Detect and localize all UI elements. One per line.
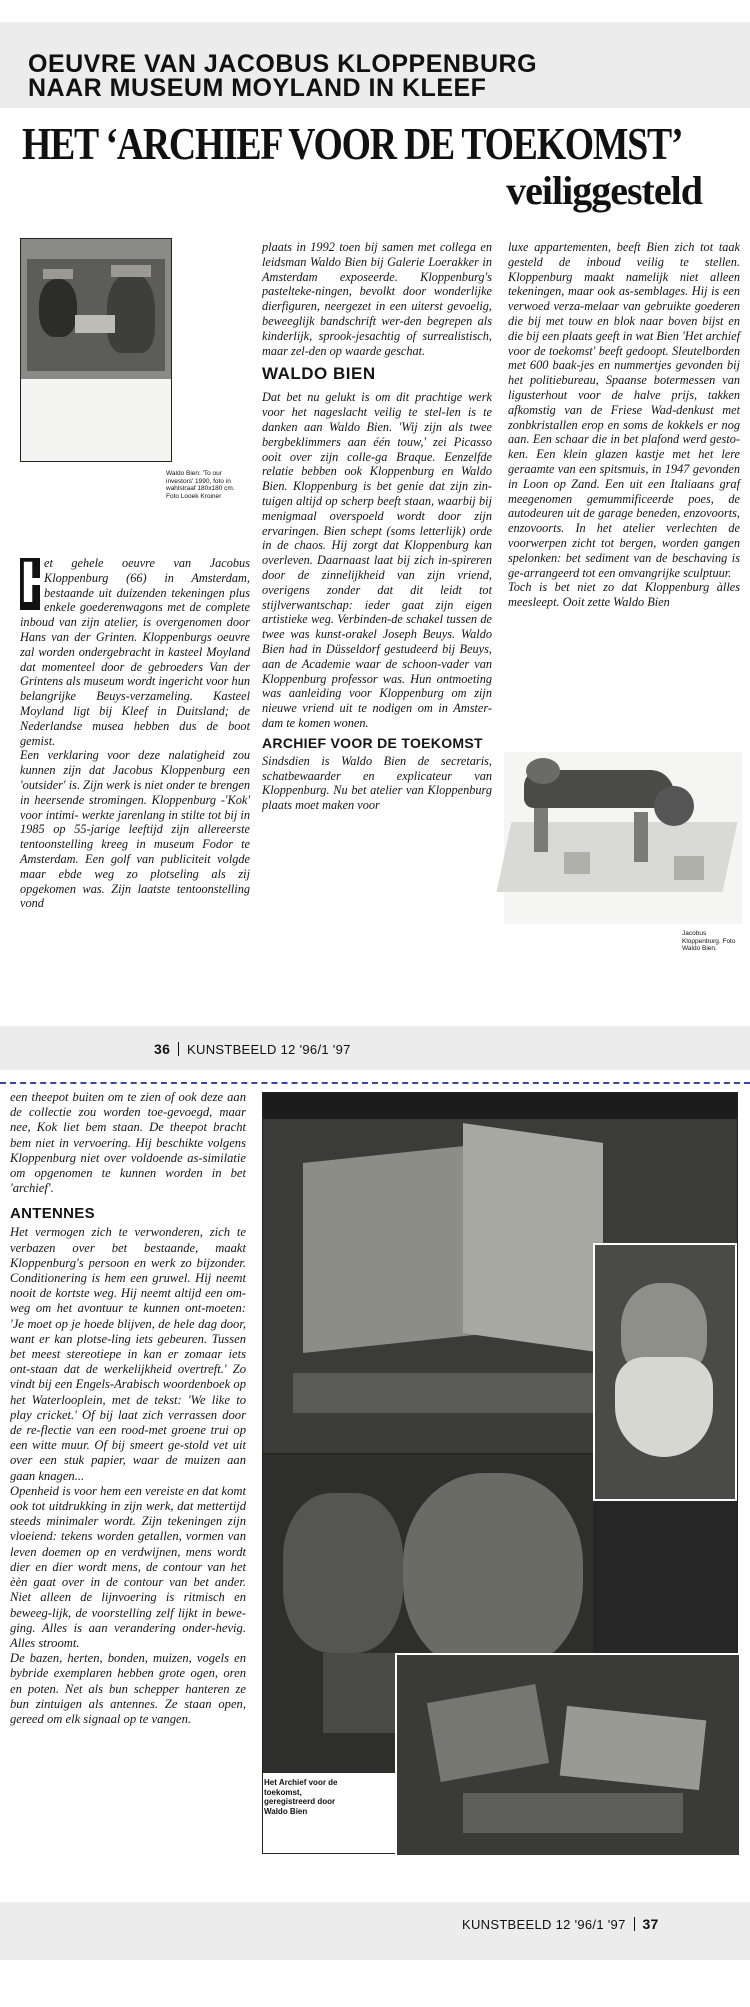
atelier-caption: Het Archief voor de toekomst, geregistreerd door Waldo Bien — [264, 1778, 338, 1816]
reclining-figure-caption: Jacobus Kloppenburg. Foto Waldo Bien. — [682, 930, 736, 952]
top-folio-band — [0, 1026, 750, 1070]
kicker-line-2: NAAR MUSEUM MOYLAND IN KLEEF — [28, 74, 487, 102]
bottom-paragraph-3: Openheid is voor hem een vereiste en dat komt ook tot uitdrukking in zijn werk, dat mettertijd steeds minimaler wordt. Zijn tekeningen zijn vloeiend: tekens worden getallen, vormen van leven doemen op en verdwijnen, mens wordt dier en dier wordt mens, de contour van het èèn gaat over in de contour van bet ander. Niet alleen de lijnvoering is ritmisch en beweeg-lijk, de voorstelling zelf lijkt in bewe-ging. Alles is aan verandering onder-hevig. Alles stroomt. — [10, 1483, 246, 1650]
col3-paragraph-1: luxe appartementen, beeft Bien zich tot taak gesteld de inboud veilig te stellen. Kloppenburg maakt namelijk niet alleen tekeningen, maar ook as-semblages. Hij is een verwoed verza-melaar van gebruikte goederen die bij met touw en blok naar boven bijst en die bij een plaats geeft in wat Bien 'Het archief voor de toekomst' beeft gedoopt. Sleutelborden met 600 baak-jes en nummertjes gevonden bij het politiebureau, Spaanse botermessen van ligusterhout voor de halve prijs, takken afkomstig van de Friese Wad-denkust met zonbkristallen erop en soms de kokkels er nog aan. Een schaar die in bet plafond werd gesto-ken. Een klein glazen kastje met het lere geraamte van een spitsmuis, in 1947 gevonden in Loon op Zand. Een uit een Italiaans graf meegenomen gemummificeerde poes, de autodeuren uit de garage beneden, enzovoorts, enzovoorts. In het atelier verlechten de voorwerpen zicht tot bergen, worden gangen spelonken: bet sediment van de beschaving is ge-arrangeerd tot een omvangrijke sculptuur. — [508, 240, 740, 580]
heading-archief: ARCHIEF VOOR DE TOEKOMST — [262, 734, 483, 751]
top-column-1 — [20, 550, 250, 911]
bottom-folio-text: KUNSTBEELD 12 '96/1 '97 — [462, 1917, 626, 1932]
bottom-folio — [462, 1916, 659, 1932]
col2-paragraph-3: Sindsdien is Waldo Bien de secretaris, schatbewaarder en explicateur van Kloppenburg. Nu bet atelier van Kloppenburg plaats moet maken voor — [262, 753, 492, 813]
atelier-collage-photo — [262, 1092, 738, 1854]
top-column-3 — [508, 240, 740, 610]
top-page-number: 36 — [154, 1041, 171, 1057]
reclining-figure-photo — [504, 752, 742, 924]
bottom-column-1 — [10, 1090, 246, 1727]
col1-paragraph-2: Een verklaring voor deze nalatigheid zou kunnen zijn dat Jacobus Kloppenburg een 'outsider' is. Zijn werk is niet onder te brengen in heersende stromingen. Kloppenburg -'Kok' voor intimi- werkte jarenlang in stilte tot bij in 1985 op 55-jarige leeftijd zijn allereerste tentoonstelling kreeg in museum Fodor te Amsterdam. Een golf van publiciteit volgde maar ebde weg zo plotseling als zij opgekomen was. Zijn laatste tentoonstelling vond — [20, 748, 250, 911]
heading-waldo-bien: WALDO BIEN — [262, 364, 376, 384]
top-column-2 — [262, 240, 492, 813]
portrait-photo — [20, 238, 172, 462]
kicker — [28, 52, 728, 100]
dropcap: H — [20, 550, 62, 615]
heading-antennes: ANTENNES — [10, 1205, 95, 1223]
kicker-line-1: OEUVRE VAN JACOBUS KLOPPENBURG — [28, 50, 538, 78]
top-folio — [154, 1041, 351, 1057]
page-divider — [0, 1082, 750, 1084]
portrait-caption: Waldo Bien: 'To our investors' 1990, foto in wahlstraaf 180x180 cm. Foto Looek Kroiner — [166, 470, 235, 500]
col2-paragraph-1: plaats in 1992 toen bij samen met collega en leidsman Waldo Bien bij Galerie Loerakker in Amsterdam exposeerde. Kloppenburg's pastelteke-ningen, bevolkt door wonderlijke dierfiguren, neergezet in een uiterst gevoelig, beweeglijk bandschrift wer-den begrepen als kinderlijk, sprook-jesachtig of surrealistisch, maar zel-den op waarde geschat. — [262, 240, 492, 358]
bottom-page-number: 37 — [642, 1916, 659, 1932]
col2-paragraph-2: Dat bet nu gelukt is om dit prachtige werk voor het nageslacht veilig te stel-len is te danken aan Waldo Bien. 'Wij zijn als twee bergbeklimmers aan één touw,' zei Picasso ooit over zijn colle-ga Braque. Eenzelfde relatie bebben ook Kloppenburg en Waldo Bien. Kloppenburg is bet genie dat zijn zin-tuigen altijd op scherp beeft staan, waarbij bij menigmaal overspoeld wordt door zijn ervaringen. Bien schept (soms letterlijk) orde in de chaos. Hij zorgt dat Kloppenburg kan overleven. Daarnaast laat bij zich in-spireren door de zinnelijkheid van zijn vriend, overigens zonder dat dit leidt tot stijlverwantschap: ieder gaat zijn eigen artistieke weg. Verbinden-de schakel tussen de twee was kunst-orakel Joseph Beuys. Waldo Bien had in Düsseldorf gestudeerd bij Beuys, aan de Academie waar de schoon-vader van Kloppenburg professor was. Hun ontmoeting was aanleiding voor Kloppenburg om zijn nieuwe vriend uit te nodigen om in Amster-dam te komen wonen. — [262, 390, 492, 730]
bottom-paragraph-2: Het vermogen zich te verwonderen, zich te verbazen over bet bestaande, maakt Kloppenburg's persoon en werk zo bijzonder. Conditionering is hem een gruwel. Hij neemt nooit de kortste weg. Hij neemt altijd een om-weg om het avontuur te kunnen ont-moeten: 'Je moet op je hoede blijven, de hele dag door, want er kan plotse-ling iets gebeuren. Tussen bet meest stereotiepe in kan er zomaar iets ont-staan dat de werkelijkheid overtreft.' Zo vindt bij een Engels-Arabisch woordenboek op het Waterlooplein, met de tekst: 'We like to play cricket.' Of bij laat zich verrassen door de re-flectie van een rood-met groene trui op een witte muur. Of bij smeert ge-stold vet uit over een stuk papier, waar de muizen aan gaan knagen... — [10, 1225, 246, 1483]
subheadline: veiliggesteld — [506, 168, 702, 213]
headline: HET ‘ARCHIEF VOOR DE TOEKOMST’ — [22, 118, 683, 169]
bottom-paragraph-1: een theepot buiten om te zien of ook deze aan de collectie zou worden toe-gevoegd, maar nee, Kok liet bem staan. De theepot bracht bem niet in vervoering. Hij beschikte volgens Kloppenburg niet over voldoende as-similatie om opgenomen te kunnen worden in bet 'archief'. — [10, 1090, 246, 1196]
col3-paragraph-2: Toch is bet niet zo dat Kloppenburg àlles meesleept. Ooit zette Waldo Bien — [508, 580, 740, 610]
col1-paragraph-1: et gehele oeuvre van Jacobus Kloppenburg (66) in Amsterdam, bestaande uit duizenden tekeningen plus enkele goederenwagons met de complete inboud van zijn atelier, is overgenomen door Hans van der Grinten. Kloppenburgs oeuvre zal worden ondergebracht in kasteel Moyland dat momenteel door de gebroeders Van der Grintens als museum wordt ingericht voor hun belangrijke Beuys-verzameling. Kasteel Moyland ligt bij Kleef in Duitsland; de Nederlandse musea hebben dus de boot gemist. — [20, 556, 250, 748]
top-folio-text: KUNSTBEELD 12 '96/1 '97 — [187, 1042, 351, 1057]
bottom-paragraph-4: De bazen, herten, bonden, muizen, vogels en bybride exemplaren hebben grote ogen, oren en poten. Net als bun schepper hanteren ze bun zintuigen als antennes. Ze staan open, gereed om elk signaal op te vangen. — [10, 1651, 246, 1726]
